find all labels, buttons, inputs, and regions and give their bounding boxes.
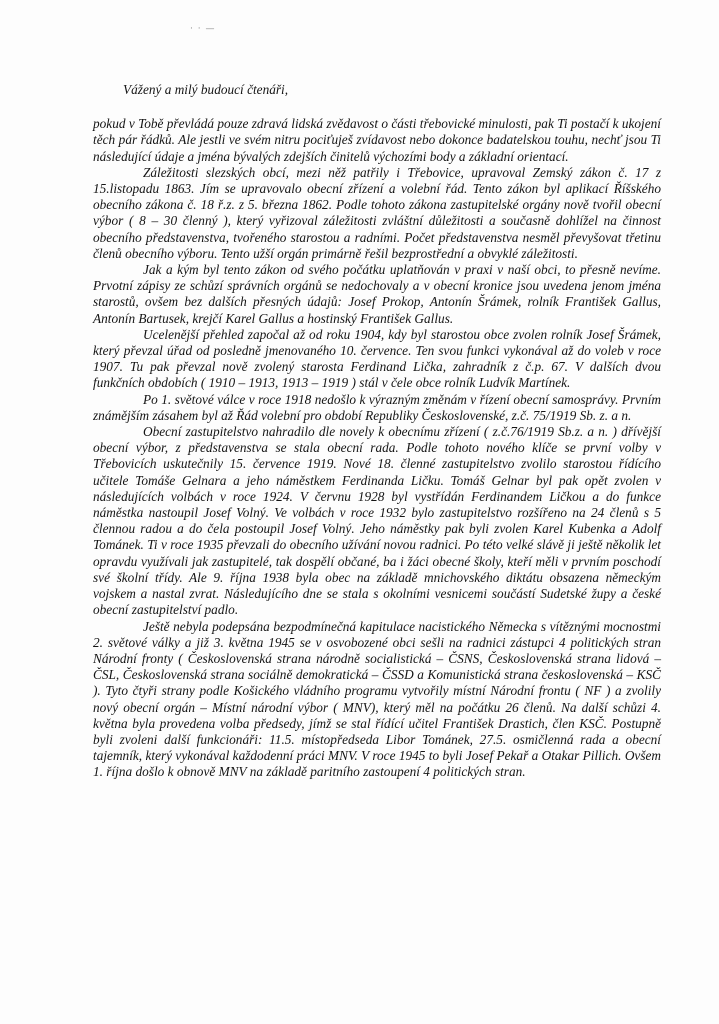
paragraph: Ucelenější přehled započal až od roku 1904, kdy byl starostou obce zvolen rolník Josef Šrámek, který převzal úřad od posledně jmenovaného 10. července. Ten svou funkci vykonával až do voleb v roce 1907. Tu pak převzal nově zvolený starosta Ferdinand Lička, zahradník z č.p. 67. V dalších dvou funkčních obdobích ( 1910 – 1913, 1913 – 1919 ) stál v čele obce rolník Ludvík Martínek.	[93, 326, 661, 391]
scan-mark: · · —	[190, 24, 216, 34]
letter-body	[93, 82, 661, 781]
paragraph: Jak a kým byl tento zákon od svého počátku uplatňován v praxi v naší obci, to přesně nevíme. Prvotní zápisy ze schůzí správních orgánů se nedochovaly a v obecní kronice jsou uvedena jenom jména starostů, ovšem bez dalších přesných údajů: Josef Prokop, Antonín Šrámek, rolník František Gallus, Antonín Bartusek, krejčí Karel Gallus a hostinský František Gallus.	[93, 262, 661, 326]
paragraph: Ještě nebyla podepsána bezpodmínečná kapitulace nacistického Německa s vítěznými mocnostmi 2. světové války a již 3. května 1945 se v osvobozené obci sešli na radnici zástupci 4 politických stran Národní fronty ( Československá strana národně socialistická – ČSNS, Československá strana lidová – ČSL, Československá strana sociálně demokratická – ČSSD a Komunistická strana československá – KSČ ). Tyto čtyři strany podle Košického vládního programu vytvořily místní Národní frontu ( NF ) a zvolily nový obecní orgán – Místní národní výbor ( MNV), který měl na počátku 26 členů. Na další schůzi 4. května byla provedena volba předsedy, jímž se stal řídící učitel František Drastich, člen KSČ. Postupně byli zvoleni další funkcionáři: 11.5. místopředseda Libor Tománek, 27.5. osmičlenná rada a obecní tajemník, který vykonával každodenní práci MNV. V roce 1945 to byli Josef Pekař a Otakar Pillich. Ovšem 1. října došlo k obnově MNV na základě paritního zastoupení 4 politických stran.	[93, 618, 661, 780]
paragraph: pokud v Tobě převládá pouze zdravá lidská zvědavost o části třebovické minulosti, pak Ti postačí k ukojení těch pár řádků. Ale jestli ve svém nitru pociťuješ zvídavost nebo dokonce badatelskou touhu, nechť jsou Ti následující údaje a jména bývalých zdejších činitelů výchozími body a základní orientací.	[93, 116, 661, 164]
paragraph: Obecní zastupitelstvo nahradilo dle novely k obecnímu zřízení ( z.č.76/1919 Sb.z. a n. ) dřívější obecní výbor, z představenstva se stala obecní rada. Podle tohoto nového klíče se první volby v Třebovicích uskutečnily 15. července 1919. Nové 18. členné zastupitelstvo zvolilo starostou řídícího učitele Tomáše Gelnara a jeho náměstkem Ferdinanda Ličku. Tomáš Gelnar byl pak opět zvolen v následujících volbách v roce 1924. V červnu 1928 byl vystřídán Ferdinandem Ličkou a do funkce náměstka nastoupil Josef Volný. Ve volbách v roce 1932 bylo zastupitelstvo rozšířeno na 24 členů s 5 člennou radou a do čela postoupil Josef Volný. Jeho náměstky pak byli zvolen Karel Kubenka a Adolf Tománek. Ti v roce 1935 převzali do obecního užívání novou radnici. Po této velké slávě ji ještě několik let opravdu využívali jak zastupitelé, tak dospělí občané, ba i žáci obecné školy, kteří měli v prvním poschodí své školní třídy. Ale 9. října 1938 byla obec na základě mnichovského diktátu obsazena německým vojskem a nastal zvrat. Následujícího dne se stala s okolními vesnicemi součástí Sudetské župy a české obecní zastupitelství padlo.	[93, 424, 661, 618]
letter-greeting: Vážený a milý budoucí čtenáři,	[123, 82, 289, 97]
paragraph: Záležitosti slezských obcí, mezi něž patřily i Třebovice, upravoval Zemský zákon č. 17 z 15.listopadu 1863. Jím se upravovalo obecní zřízení a volební řád. Tento zákon byl aplikací Říšského obecního zákona č. 18 ř.z. z 5. března 1862. Podle tohoto zákona zastupitelské orgány nově tvořil obecní výbor ( 8 – 30 členný ), který vyřizoval záležitosti zvláštní důležitosti a současně dohlížel na činnost obecního představenstva, tvořeného starostou a radními. Počet představenstva nesměl převyšovat třetinu členů obecního výboru. Tento užší orgán primárně řešil bezprostřední a obvyklé záležitosti.	[93, 164, 661, 261]
paragraph: Po 1. světové válce v roce 1918 nedošlo k výrazným změnám v řízení obecní samosprávy. Prvním známějším zásahem byl až Řád volební pro období Republiky Československé, z.č. 75/1919 Sb. z. a n.	[93, 391, 661, 423]
